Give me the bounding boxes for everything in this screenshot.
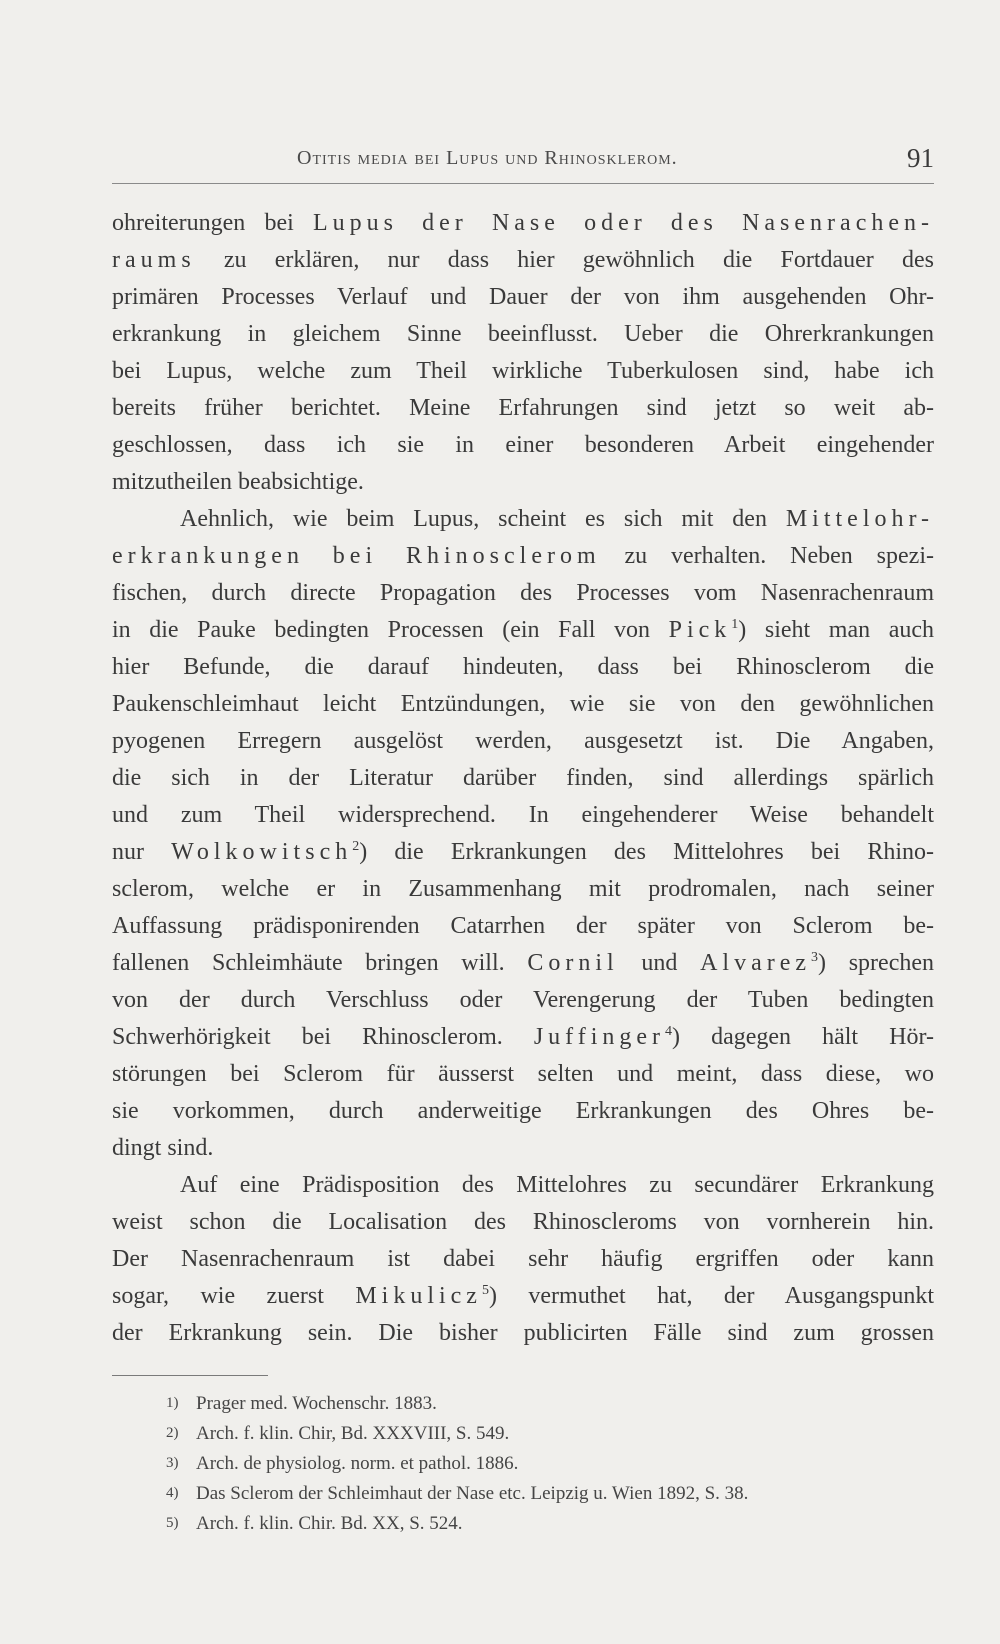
footnote-text: Das Sclerom der Schleimhaut der Nase etc. Leipzig u. Wien 1892, S. 38. — [196, 1483, 749, 1504]
text-line: erkrankungen bei Rhinosclerom zu verhalten. Neben spezi- — [112, 543, 934, 569]
text-line: ohreiterungen bei Lupus der Nase oder des Nasenrachen- — [112, 210, 934, 236]
text-line: und zum Theil widersprechend. In eingehenderer Weise behandelt — [112, 802, 934, 828]
footnote-divider — [112, 1375, 268, 1376]
footnote — [166, 1448, 936, 1478]
footnote-text: Prager med. Wochenschr. 1883. — [196, 1393, 437, 1414]
text-line: Auffassung prädisponirenden Catarrhen der später von Sclerom be- — [112, 913, 934, 939]
footnote — [166, 1418, 936, 1448]
text-line: raums zu erklären, nur dass hier gewöhnlich die Fortdauer des — [112, 247, 934, 273]
running-head — [112, 143, 934, 184]
footnote — [166, 1508, 936, 1538]
footnote-ref: 3 — [811, 950, 819, 965]
text-line: störungen bei Sclerom für äusserst selten und meint, dass diese, wo — [112, 1061, 934, 1087]
footnote-text: Arch. f. klin. Chir. Bd. XX, S. 524. — [196, 1513, 463, 1534]
text-line: Paukenschleimhaut leicht Entzündungen, wie sie von den gewöhnlichen — [112, 691, 934, 717]
text-line: weist schon die Localisation des Rhinoscleroms von vornherein hin. — [112, 1209, 934, 1235]
text-line: dingt sind. — [112, 1135, 214, 1161]
footnote-mark: 4) — [166, 1485, 179, 1501]
footnote-mark: 2) — [166, 1425, 179, 1441]
text-line: pyogenen Erregern ausgelöst werden, ausgesetzt ist. Die Angaben, — [112, 728, 934, 754]
footnote-mark: 3) — [166, 1455, 179, 1471]
text-line: Der Nasenrachenraum ist dabei sehr häufig ergriffen oder kann — [112, 1246, 934, 1272]
footnote-mark: 5) — [166, 1515, 179, 1531]
author-name: Alvarez — [700, 950, 812, 976]
text-line: bereits früher berichtet. Meine Erfahrungen sind jetzt so weit ab- — [112, 395, 934, 421]
text-line: der Erkrankung sein. Die bisher publicirten Fälle sind zum grossen — [112, 1320, 934, 1346]
text-line: sogar, wie zuerst Mikulicz$^5$) vermuthet hat, der Ausgangspunkt — [112, 1283, 935, 1309]
text-line: mitzutheilen beabsichtige. — [112, 469, 364, 495]
footnote-ref: 2 — [352, 839, 360, 854]
footnote-ref: 1 — [731, 617, 739, 632]
running-title: Otitis media bei Lupus und Rhinosklerom. — [297, 147, 678, 169]
text-line: Schwerhörigkeit bei Rhinosclerom. Juffinger$^4$) dagegen hält Hör- — [112, 1024, 934, 1050]
author-name: Pick — [668, 617, 732, 643]
footnote-ref: 5 — [481, 1283, 489, 1298]
text-line: die sich in der Literatur darüber finden, sind allerdings spärlich — [112, 765, 934, 791]
text-line: in die Pauke bedingten Processen (ein Fall von Pick$^1$) sieht man auch — [112, 617, 935, 643]
author-name: Cornil — [527, 950, 619, 976]
footnote-text: Arch. de physiolog. norm. et pathol. 1886. — [196, 1453, 519, 1474]
footnote-ref: 4 — [665, 1024, 673, 1039]
text-line: erkrankung in gleichem Sinne beeinflusst. Ueber die Ohrerkrankungen — [112, 321, 934, 347]
text-line: sclerom, welche er in Zusammenhang mit prodromalen, nach seiner — [112, 876, 934, 902]
footnote-mark: 1) — [166, 1395, 179, 1411]
author-name: Mikulicz — [355, 1283, 482, 1309]
text-line: primären Processes Verlauf und Dauer der von ihm ausgehenden Ohr- — [112, 284, 934, 310]
footnotes — [166, 1388, 936, 1538]
footnote — [166, 1388, 936, 1418]
emphasis: raums — [112, 247, 196, 273]
author-name: Juffinger — [533, 1024, 666, 1050]
body-text — [112, 205, 934, 1352]
text-line: von der durch Verschluss oder Verengerung der Tuben bedingten — [112, 987, 934, 1013]
emphasis: Mittelohr- — [785, 506, 934, 532]
text-line: Aehnlich, wie beim Lupus, scheint es sich mit den Mittelohr- — [180, 506, 934, 532]
text-line: geschlossen, dass ich sie in einer besonderen Arbeit eingehender — [112, 432, 934, 458]
emphasis: Lupus der Nase oder des Nasenrachen- — [312, 210, 934, 236]
emphasis: erkrankungen bei Rhinosclerom — [112, 543, 601, 569]
text-line: hier Befunde, die darauf hindeuten, dass bei Rhinosclerom die — [112, 654, 934, 680]
footnote-text: Arch. f. klin. Chir, Bd. XXXVIII, S. 549. — [196, 1423, 510, 1444]
text-line: bei Lupus, welche zum Theil wirkliche Tuberkulosen sind, habe ich — [112, 358, 934, 384]
author-name: Wolkowitsch — [171, 839, 353, 865]
text-line: fischen, durch directe Propagation des Processes vom Nasenrachenraum — [112, 580, 934, 606]
text-line: Auf eine Prädisposition des Mittelohres zu secundärer Erkrankung — [180, 1172, 934, 1198]
text-line: fallenen Schleimhäute bringen will. Cornil und Alvarez$^3$) sprechen — [112, 950, 935, 976]
page-number: 91 — [907, 143, 934, 173]
text-line: nur Wolkowitsch$^2$) die Erkrankungen des Mittelohres bei Rhino- — [112, 839, 935, 865]
footnote — [166, 1478, 936, 1508]
text-line: sie vorkommen, durch anderweitige Erkrankungen des Ohres be- — [112, 1098, 934, 1124]
